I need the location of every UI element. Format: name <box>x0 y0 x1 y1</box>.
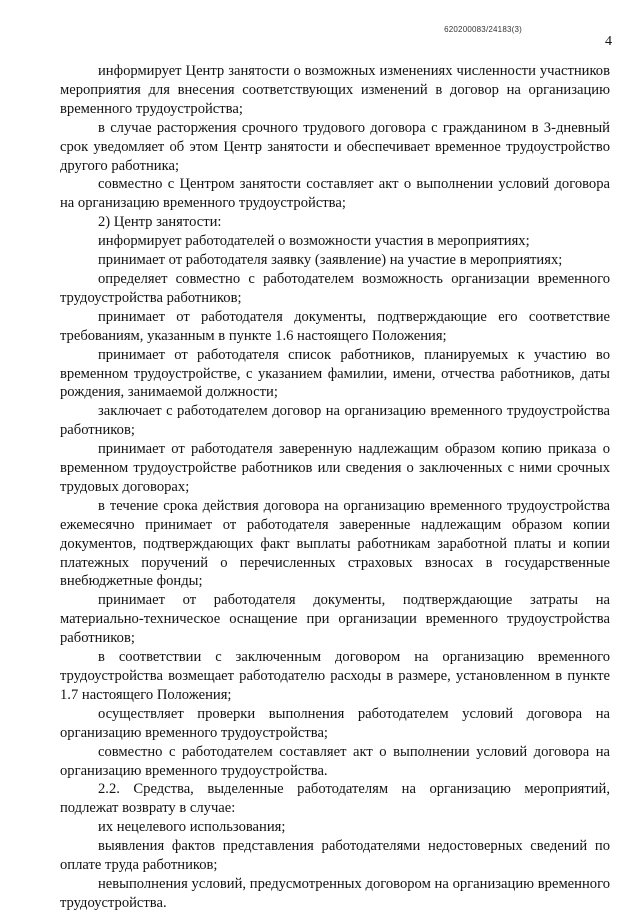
paragraph: совместно с Центром занятости составляет акт о выполнении условий договора на организацию временного трудоустройства; <box>60 176 610 212</box>
paragraph: в случае расторжения срочного трудового договора с гражданином в 3-дневный срок уведомляет об этом Центр занятости и обеспечивает временное трудоустройство другого работника; <box>60 119 610 174</box>
document-id: 620200083/24183(3) <box>444 25 522 34</box>
page-number: 4 <box>605 34 612 49</box>
section-heading: 2) Центр занятости: <box>98 214 222 231</box>
paragraph: принимает от работодателя заверенную надлежащим образом копию приказа о временном трудоустройстве работников или сведения о заключенных с ними срочных трудовых договорах; <box>60 441 610 495</box>
paragraph: принимает от работодателя документы, подтверждающие его соответствие требованиям, указанным в пункте 1.6 настоящего Положения; <box>60 308 610 344</box>
paragraph: определяет совместно с работодателем возможность организации временного трудоустройства работников; <box>60 270 610 306</box>
paragraph: их нецелевого использования; <box>98 819 286 836</box>
paragraph: выявления фактов представления работодателями недостоверных сведений по оплате труда работников; <box>60 838 610 874</box>
paragraph: принимает от работодателя заявку (заявление) на участие в мероприятиях; <box>98 252 563 269</box>
paragraph: в соответствии с заключенным договором на организацию временного трудоустройства возмещает работодателю расходы в размере, установленном в пункте 1.7 настоящего Положения; <box>60 649 610 703</box>
paragraph: осуществляет проверки выполнения работодателем условий договора на организацию временного трудоустройства; <box>60 705 610 741</box>
paragraph: информирует Центр занятости о возможных изменениях численности участников мероприятия для внесения соответствующих изменений в договор на организацию временного трудоустройства; <box>60 63 610 117</box>
paragraph: информирует работодателей о возможности участия в мероприятиях; <box>98 233 530 250</box>
document-body <box>60 62 610 913</box>
paragraph: невыполнения условий, предусмотренных договором на организацию временного трудоустройства. <box>60 875 610 911</box>
paragraph: совместно с работодателем составляет акт о выполнении условий договора на организацию временного трудоустройства. <box>60 743 610 779</box>
clause-heading: 2.2. Средства, выделенные работодателям на организацию мероприятий, подлежат возврату в случае: <box>60 781 610 817</box>
paragraph: принимает от работодателя список работников, планируемых к участию во временном трудоустройстве, с указанием фамилии, имени, отчества работников, даты рождения, занимаемой должности; <box>60 346 610 401</box>
paragraph: в течение срока действия договора на организацию временного трудоустройства ежемесячно принимает от работодателя заверенные надлежащим образом копии документов, подтверждающих факт выплаты работникам заработной платы и копии платежных поручений о перечисленных страховых взносах в государственные внебюджетные фонды; <box>60 497 610 590</box>
paragraph: принимает от работодателя документы, подтверждающие затраты на материально-техническое оснащение при организации временного трудоустройства работников; <box>60 592 610 647</box>
paragraph: заключает с работодателем договор на организацию временного трудоустройства работников; <box>60 403 610 439</box>
